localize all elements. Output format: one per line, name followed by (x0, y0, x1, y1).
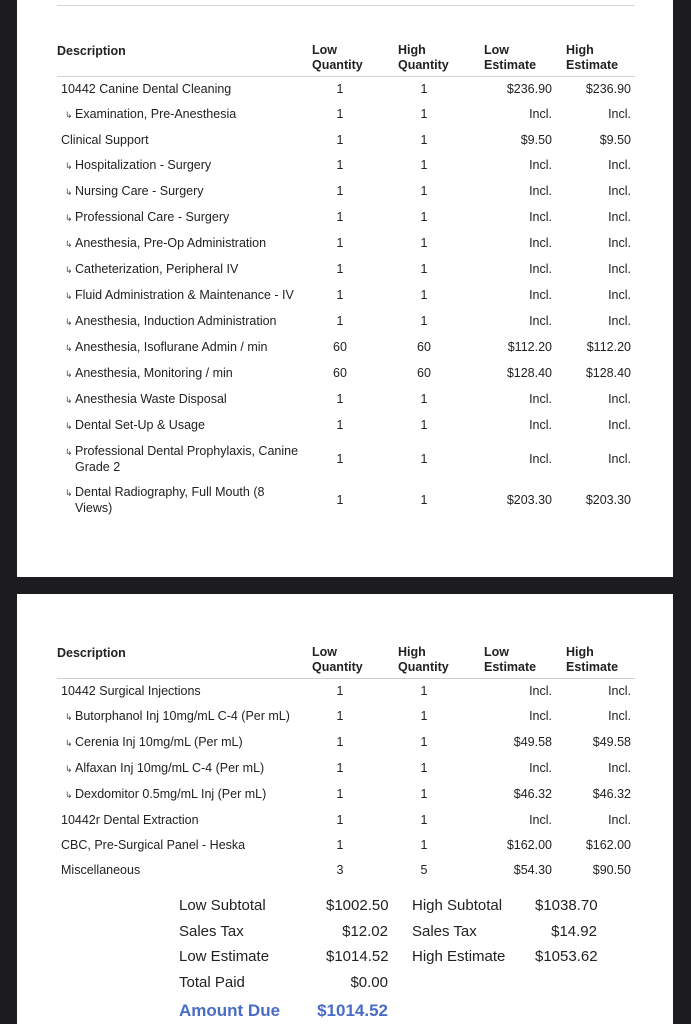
row-low-quantity: 1 (336, 81, 344, 96)
table-body (57, 76, 635, 521)
table-row (57, 257, 635, 283)
row-low-estimate: Incl. (529, 418, 552, 432)
row-high-quantity: 1 (420, 492, 428, 507)
total-paid-value: $0.00 (350, 973, 388, 991)
row-high-estimate: Incl. (608, 451, 631, 466)
row-low-quantity: 1 (336, 787, 344, 801)
table-row (57, 833, 635, 858)
row-low-quantity: 1 (336, 392, 344, 406)
row-description: ↳ Cerenia Inj 10mg/mL (Per mL) (57, 730, 304, 756)
high-estimate-value: $1053.62 (535, 948, 598, 965)
row-low-estimate: Incl. (529, 107, 552, 121)
row-low-estimate: Incl. (529, 262, 552, 276)
estimate-table-1 (57, 30, 635, 521)
row-high-estimate: Incl. (608, 158, 631, 172)
high-sales-tax-value: $14.92 (551, 922, 597, 940)
row-description: ↳ Dental Radiography, Full Mouth (8 Views) (57, 480, 304, 521)
table-body (57, 678, 635, 883)
table-row (57, 335, 635, 361)
row-low-quantity: 1 (336, 262, 344, 276)
row-low-quantity: 1 (336, 418, 344, 432)
low-estimate-label: Low Estimate (179, 948, 270, 965)
table-row (57, 808, 635, 833)
row-high-estimate: $46.32 (592, 787, 631, 801)
row-high-estimate: $203.30 (585, 492, 631, 507)
row-description: ↳ Nursing Care - Surgery (57, 179, 304, 205)
row-low-quantity: 1 (336, 288, 344, 302)
row-high-estimate: Incl. (608, 314, 631, 328)
table-row (57, 361, 635, 387)
table-row (57, 730, 635, 756)
row-description: ↳ Dental Set-Up & Usage (57, 413, 304, 439)
header-high-estimate: High Estimate (552, 632, 635, 678)
row-low-quantity: 1 (336, 837, 344, 852)
row-description: ↳ Catheterization, Peripheral IV (57, 257, 304, 283)
row-low-estimate: $9.50 (520, 132, 552, 147)
row-description: Clinical Support (61, 132, 149, 147)
row-high-estimate: Incl. (608, 392, 631, 406)
amount-due-label: Amount Due (179, 1001, 281, 1020)
row-high-quantity: 60 (417, 340, 431, 354)
row-low-quantity: 1 (336, 812, 344, 827)
row-high-quantity: 1 (420, 236, 428, 250)
row-high-quantity: 1 (420, 132, 428, 147)
row-low-quantity: 1 (336, 761, 344, 775)
amount-due-value: $1014.52 (317, 1001, 388, 1020)
table-row (57, 102, 635, 128)
header-high-estimate: High Estimate (552, 30, 635, 76)
table-row (57, 858, 635, 883)
row-high-estimate: $49.58 (592, 735, 631, 749)
low-sales-tax-label: Sales Tax (179, 922, 244, 940)
row-high-estimate: $90.50 (592, 862, 631, 877)
table-row (57, 782, 635, 808)
row-high-estimate: $162.00 (585, 837, 631, 852)
header-low-estimate: Low Estimate (472, 30, 552, 76)
row-low-estimate: $46.32 (513, 787, 552, 801)
row-description: ↳ Professional Dental Prophylaxis, Canine Grade 2 (57, 439, 304, 480)
row-high-quantity: 1 (420, 262, 428, 276)
table-row (57, 205, 635, 231)
row-high-estimate: Incl. (608, 761, 631, 775)
row-high-quantity: 1 (420, 314, 428, 328)
header-low-estimate: Low Estimate (472, 632, 552, 678)
table-row (57, 413, 635, 439)
row-high-quantity: 1 (420, 761, 428, 775)
row-high-estimate: Incl. (608, 418, 631, 432)
table-row (57, 128, 635, 153)
row-description: ↳ Anesthesia, Pre-Op Administration (57, 231, 304, 257)
header-high-quantity: High Quantity (376, 30, 472, 76)
row-high-quantity: 1 (420, 184, 428, 198)
row-description: CBC, Pre-Surgical Panel - Heska (61, 837, 246, 852)
estimate-page-1 (17, 0, 673, 577)
header-description: Description (57, 30, 304, 76)
estimate-table-2 (57, 632, 635, 883)
row-high-quantity: 1 (420, 392, 428, 406)
table-row (57, 231, 635, 257)
row-high-quantity: 1 (420, 288, 428, 302)
row-low-estimate: Incl. (529, 709, 552, 723)
table-row (57, 387, 635, 413)
row-high-estimate: Incl. (608, 236, 631, 250)
divider (57, 5, 635, 6)
row-description: Miscellaneous (61, 862, 141, 877)
table-row (57, 704, 635, 730)
row-high-estimate: Incl. (608, 262, 631, 276)
row-description: ↳ Anesthesia, Induction Administration (57, 309, 304, 335)
row-high-quantity: 1 (420, 735, 428, 749)
row-description: ↳ Hospitalization - Surgery (57, 153, 304, 179)
row-low-quantity: 1 (336, 132, 344, 147)
row-low-estimate: $49.58 (513, 735, 552, 749)
row-high-estimate: Incl. (608, 210, 631, 224)
row-low-quantity: 1 (336, 683, 344, 698)
table-row (57, 439, 635, 480)
row-description: ↳ Professional Care - Surgery (57, 205, 304, 231)
table-header-row (57, 632, 635, 678)
row-high-estimate: Incl. (608, 184, 631, 198)
row-low-estimate: Incl. (529, 812, 552, 827)
high-sales-tax-label: Sales Tax (412, 922, 477, 940)
row-low-estimate: Incl. (529, 288, 552, 302)
row-description: ↳ Butorphanol Inj 10mg/mL C-4 (Per mL) (57, 704, 304, 730)
table-row (57, 179, 635, 205)
row-description: ↳ Anesthesia Waste Disposal (57, 387, 304, 413)
row-description: 10442 Canine Dental Cleaning (61, 81, 232, 96)
row-low-quantity: 1 (336, 184, 344, 198)
table-row (57, 76, 635, 102)
row-high-quantity: 1 (420, 837, 428, 852)
row-high-estimate: Incl. (608, 288, 631, 302)
row-high-estimate: $236.90 (585, 81, 631, 96)
header-description: Description (57, 632, 304, 678)
row-description: ↳ Alfaxan Inj 10mg/mL C-4 (Per mL) (57, 756, 304, 782)
row-high-quantity: 1 (420, 210, 428, 224)
high-subtotal-label: High Subtotal (412, 897, 503, 914)
row-high-estimate: $128.40 (585, 366, 631, 380)
row-high-estimate: Incl. (608, 812, 631, 827)
table-row (57, 309, 635, 335)
row-low-estimate: Incl. (529, 184, 552, 198)
low-estimate-value: $1014.52 (326, 948, 389, 965)
row-low-quantity: 1 (336, 735, 344, 749)
row-low-estimate: Incl. (529, 158, 552, 172)
row-high-estimate: Incl. (608, 683, 631, 698)
estimate-page-2 (17, 594, 673, 1024)
row-description: ↳ Anesthesia, Isoflurane Admin / min (57, 335, 304, 361)
row-high-quantity: 1 (420, 418, 428, 432)
row-high-estimate: Incl. (608, 107, 631, 121)
row-low-quantity: 1 (336, 236, 344, 250)
header-low-quantity: Low Quantity (304, 632, 376, 678)
row-description: ↳ Anesthesia, Monitoring / min (57, 361, 304, 387)
high-subtotal-value: $1038.70 (535, 897, 598, 914)
high-estimate-label: High Estimate (412, 948, 506, 965)
row-high-quantity: 5 (420, 862, 428, 877)
row-high-estimate: $112.20 (586, 340, 631, 354)
row-low-estimate: $203.30 (506, 492, 552, 507)
table-row (57, 283, 635, 309)
table-header-row (57, 30, 635, 76)
row-low-estimate: Incl. (529, 392, 552, 406)
row-high-quantity: 1 (420, 709, 428, 723)
row-low-estimate: Incl. (529, 761, 552, 775)
row-low-quantity: 1 (336, 451, 344, 466)
row-description: 10442r Dental Extraction (61, 812, 199, 827)
row-low-estimate: Incl. (529, 210, 552, 224)
low-subtotal-value: $1002.50 (326, 897, 389, 914)
row-low-estimate: $162.00 (506, 837, 552, 852)
row-high-quantity: 1 (420, 107, 428, 121)
row-high-estimate: $9.50 (599, 132, 631, 147)
row-description: ↳ Dexdomitor 0.5mg/mL Inj (Per mL) (57, 782, 304, 808)
row-low-estimate: $128.40 (506, 366, 552, 380)
header-high-quantity: High Quantity (376, 632, 472, 678)
row-low-quantity: 1 (336, 314, 344, 328)
row-low-estimate: $112.20 (507, 340, 552, 354)
row-low-estimate: Incl. (529, 451, 552, 466)
table-row (57, 756, 635, 782)
header-low-quantity: Low Quantity (304, 30, 376, 76)
low-subtotal-label: Low Subtotal (179, 897, 266, 914)
table-row (57, 678, 635, 704)
row-low-estimate: Incl. (529, 236, 552, 250)
row-high-quantity: 1 (420, 158, 428, 172)
row-high-estimate: Incl. (608, 709, 631, 723)
low-sales-tax-value: $12.02 (342, 922, 388, 940)
row-low-estimate: $54.30 (513, 862, 552, 877)
total-paid-label: Total Paid (179, 973, 245, 991)
row-low-quantity: 3 (336, 862, 344, 877)
row-high-quantity: 60 (417, 366, 431, 380)
row-low-estimate: Incl. (529, 314, 552, 328)
row-high-quantity: 1 (420, 451, 428, 466)
row-high-quantity: 1 (420, 81, 428, 96)
row-description: ↳ Examination, Pre-Anesthesia (57, 102, 304, 128)
row-low-quantity: 60 (333, 340, 347, 354)
row-low-quantity: 60 (333, 366, 347, 380)
row-high-quantity: 1 (420, 787, 428, 801)
row-low-estimate: $236.90 (506, 81, 552, 96)
table-row (57, 153, 635, 179)
row-low-quantity: 1 (336, 158, 344, 172)
row-low-estimate: Incl. (529, 683, 552, 698)
row-high-quantity: 1 (420, 812, 428, 827)
row-description: 10442 Surgical Injections (61, 683, 201, 698)
row-low-quantity: 1 (336, 107, 344, 121)
row-low-quantity: 1 (336, 709, 344, 723)
row-high-quantity: 1 (420, 683, 428, 698)
row-low-quantity: 1 (336, 492, 344, 507)
table-row (57, 480, 635, 521)
row-description: ↳ Fluid Administration & Maintenance - IV (57, 283, 304, 309)
row-low-quantity: 1 (336, 210, 344, 224)
